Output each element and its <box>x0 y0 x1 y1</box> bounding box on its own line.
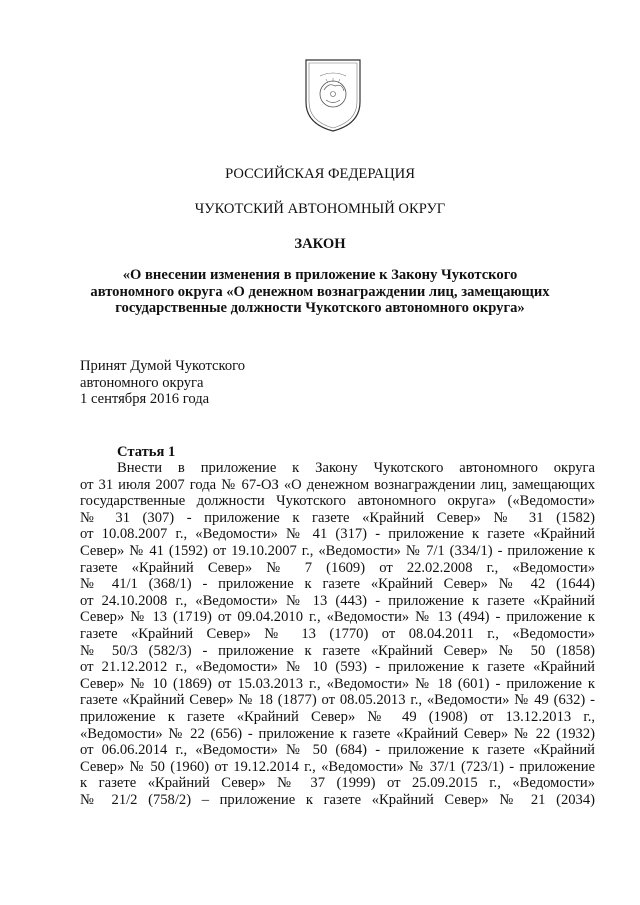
country-name: РОССИЙСКАЯ ФЕДЕРАЦИЯ <box>225 166 415 182</box>
article-line: газете «Крайний Север» № 7 (1609) от 22.02.2008 г., «Ведомости» <box>80 559 595 576</box>
law-title-line: автономного округа «О денежном вознаграждении лиц, замещающих <box>90 283 550 300</box>
article-line: Север» № 10 (1869) от 15.03.2013 г., «Ведомости» № 18 (601) - приложение к <box>80 675 595 692</box>
article-line: к газете «Крайний Север» № 37 (1999) от 25.09.2015 г., «Ведомости» <box>80 775 595 792</box>
article-line: газете «Крайний Север» № 18 (1877) от 08.05.2013 г., «Ведомости» № 49 (632) - <box>80 692 595 709</box>
article-line: № 41/1 (368/1) - приложение к газете «Крайний Север» № 42 (1644) <box>80 576 595 593</box>
article-line: № 31 (307) - приложение к газете «Крайний Север» № 31 (1582) <box>80 509 595 526</box>
document-type: ЗАКОН <box>294 236 346 252</box>
adoption-info-line: Принят Думой Чукотского <box>80 358 246 374</box>
article-line: газете «Крайний Север» № 13 (1770) от 08.04.2011 г., «Ведомости» <box>80 625 595 642</box>
article-line: от 06.06.2014 г., «Ведомости» № 50 (684) - приложение к газете «Крайний <box>80 742 595 759</box>
law-title-line: «О внесении изменения в приложение к Закону Чукотского <box>122 267 518 283</box>
article-line: от 31 июля 2007 года № 67-ОЗ «О денежном вознаграждении лиц, замещающих <box>80 476 595 493</box>
law-title <box>80 267 560 317</box>
coat-of-arms-icon <box>302 56 364 134</box>
article-line: № 50/3 (582/3) - приложение к газете «Крайний Север» № 50 (1858) <box>80 642 595 659</box>
article-body <box>80 460 595 808</box>
article-line: Север» № 41 (1592) от 19.10.2007 г., «Ведомости» № 7/1 (334/1) - приложение к <box>80 542 595 559</box>
article-line: от 10.08.2007 г., «Ведомости» № 41 (317) - приложение к газете «Крайний <box>80 526 595 543</box>
article-line: приложение к газете «Крайний Север» № 49 (1908) от 13.12.2013 г., <box>80 708 595 725</box>
adoption-date: 1 сентября 2016 года <box>80 391 210 408</box>
article-line: «Ведомости» № 22 (656) - приложение к газете «Крайний Север» № 22 (1932) <box>80 725 595 742</box>
article-line: № 21/2 (758/2) – приложение к газете «Крайний Север» № 21 (2034) <box>80 791 595 808</box>
adoption-info-line: автономного округа <box>80 374 204 391</box>
adoption-info <box>80 358 245 408</box>
article-line: от 24.10.2008 г., «Ведомости» № 13 (443) - приложение к газете «Крайний <box>80 592 595 609</box>
law-title-line: государственные должности Чукотского автономного округа» <box>115 300 525 317</box>
article-line: государственные должности Чукотского автономного округа» («Ведомости» <box>80 493 595 510</box>
article-line: Север» № 50 (1960) от 19.12.2014 г., «Ведомости» № 37/1 (723/1) - приложение <box>80 758 595 775</box>
article-line: Север» № 13 (1719) от 09.04.2010 г., «Ведомости» № 13 (494) - приложение к <box>80 609 595 626</box>
article-line: Внести в приложение к Закону Чукотского автономного округа <box>117 460 595 476</box>
article-line: от 21.12.2012 г., «Ведомости» № 10 (593) - приложение к газете «Крайний <box>80 659 595 676</box>
region-name: ЧУКОТСКИЙ АВТОНОМНЫЙ ОКРУГ <box>194 201 446 217</box>
article-title: Статья 1 <box>117 444 176 460</box>
